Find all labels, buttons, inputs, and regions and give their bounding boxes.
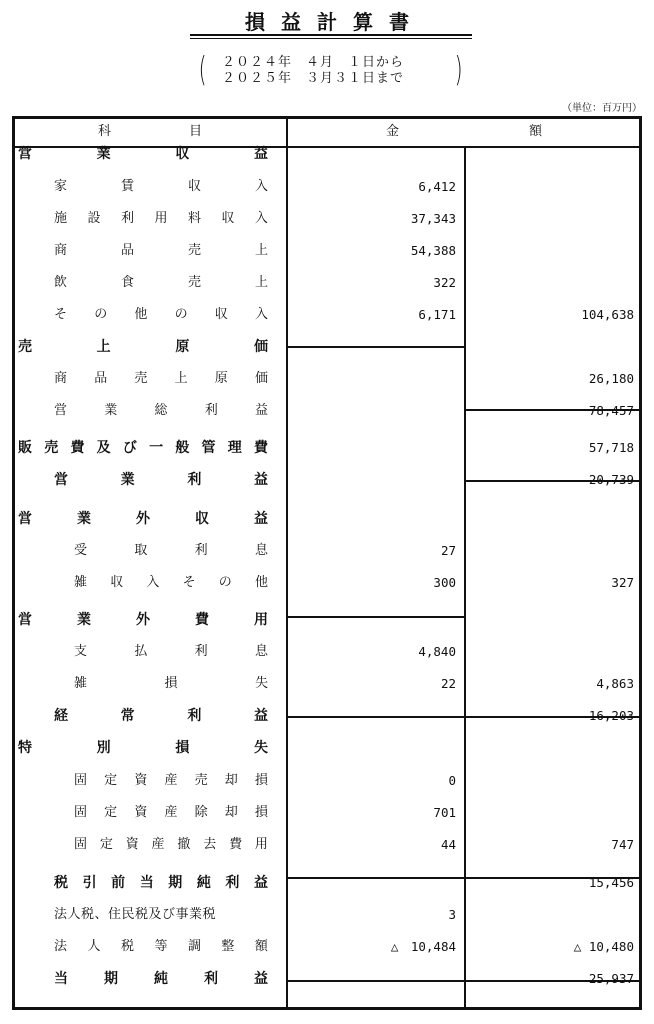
row-label [54, 299, 268, 331]
row-label-text: 販 売 費 及 び 一 般 管 理 費 [18, 440, 268, 456]
amount-total [466, 765, 634, 797]
amount-detail [288, 395, 456, 427]
row-label [18, 331, 268, 363]
amount-detail: 6,171 [418, 307, 456, 322]
page-title: 損益計算書 [245, 10, 425, 34]
row-label-text: 商 品 売 上 [54, 243, 268, 258]
row-label-text: 法 人 税 等 調 整 額 [54, 939, 268, 954]
row-label-text: 当 期 純 利 益 [54, 971, 268, 987]
amount-detail: 22 [440, 676, 456, 691]
row-label [18, 432, 268, 464]
amount-detail [288, 732, 456, 764]
row-label-text: 家 賃 収 入 [54, 179, 268, 194]
right-parenthesis: ) [454, 50, 463, 90]
amount-total: 327 [611, 575, 634, 590]
row-label [54, 464, 268, 496]
row-label [18, 732, 268, 764]
row-label-text: 営 業 外 収 益 [18, 511, 268, 527]
amount-total: 25,937 [588, 971, 634, 986]
amount-total: 4,863 [596, 676, 634, 691]
amount-total [466, 171, 634, 203]
row-label-text: 商 品 売 上 原 価 [54, 371, 268, 386]
amount-total [466, 331, 634, 363]
title-underline [190, 34, 472, 36]
table-bottom-rule [12, 1007, 642, 1009]
amount-detail: 27 [440, 543, 456, 558]
amount-total [466, 138, 634, 170]
row-label-text: 受 取 利 息 [74, 543, 268, 558]
row-label-text: 雑 収 入 そ の 他 [74, 575, 268, 590]
left-parenthesis: ( [198, 50, 207, 90]
amount-detail [288, 604, 456, 636]
row-label [54, 363, 268, 395]
amount-total: 16,203 [588, 708, 634, 723]
amount-detail: 54,388 [410, 243, 456, 258]
title-underline-thin [190, 38, 472, 39]
row-label [18, 138, 268, 170]
amount-total: 20,739 [588, 472, 634, 487]
row-label-text: 雑 損 失 [74, 676, 268, 691]
amount-detail [288, 138, 456, 170]
amount-detail: △ 10,484 [390, 939, 456, 954]
row-label [74, 765, 268, 797]
row-label [54, 171, 268, 203]
amount-detail [288, 503, 456, 535]
period-to: ２０２５年 ３月３１日まで [222, 71, 405, 86]
unit-label: （単位：百万円） [562, 103, 642, 114]
row-label-text: 固 定 資 産 撤 去 費 用 [74, 837, 268, 852]
row-label [74, 797, 268, 829]
amount-detail: 44 [440, 837, 456, 852]
amount-detail: 322 [433, 275, 456, 290]
amount-total: 78,457 [588, 403, 634, 418]
header-item: 科 目 [97, 124, 202, 139]
row-label-text: 営 業 利 益 [54, 472, 268, 488]
row-label-text: 営 業 外 費 用 [18, 612, 268, 628]
row-label-text: 税 引 前 当 期 純 利 益 [54, 875, 268, 891]
amount-detail: 701 [433, 805, 456, 820]
amount-total [466, 899, 634, 931]
amount-total: 57,718 [588, 440, 634, 455]
amount-total [466, 535, 634, 567]
row-label [74, 636, 268, 668]
amount-detail: 300 [433, 575, 456, 590]
row-label-text: 飲 食 売 上 [54, 275, 268, 290]
row-label-text: そ の 他 の 収 入 [54, 307, 268, 322]
amount-detail: 6,412 [418, 179, 456, 194]
amount-total: 26,180 [588, 371, 634, 386]
amount-detail: 0 [448, 773, 456, 788]
row-label [18, 503, 268, 535]
period-from: ２０２４年 ４月 １日から [222, 55, 405, 70]
amount-total [466, 636, 634, 668]
amount-detail [288, 464, 456, 496]
row-label [54, 267, 268, 299]
amount-detail [288, 867, 456, 899]
row-label-text: 売 上 原 価 [18, 339, 268, 355]
row-label [54, 203, 268, 235]
row-label-text: 営 業 収 益 [18, 146, 268, 162]
row-label [54, 700, 268, 732]
amount-total: △ 10,480 [573, 939, 634, 954]
amount-total [466, 732, 634, 764]
row-label [74, 535, 268, 567]
row-label [74, 567, 268, 599]
row-label-text: 経 常 利 益 [54, 708, 268, 724]
amount-detail [288, 363, 456, 395]
row-label [54, 867, 268, 899]
row-label [54, 931, 268, 963]
amount-total [466, 503, 634, 535]
amount-total [466, 235, 634, 267]
row-label [74, 668, 268, 700]
amount-total: 104,638 [581, 307, 634, 322]
row-label [54, 963, 268, 995]
amount-total [466, 267, 634, 299]
amount-detail: 4,840 [418, 644, 456, 659]
row-label [54, 899, 268, 931]
row-label [54, 235, 268, 267]
amount-total [466, 797, 634, 829]
amount-detail: 37,343 [410, 211, 456, 226]
amount-detail [288, 432, 456, 464]
row-label [18, 604, 268, 636]
amount-total [466, 203, 634, 235]
amount-detail: 3 [448, 907, 456, 922]
amount-detail [288, 700, 456, 732]
amount-total [466, 604, 634, 636]
row-label-text: 営 業 総 利 益 [54, 403, 268, 418]
row-label [74, 829, 268, 861]
row-label-text: 特 別 損 失 [18, 740, 268, 756]
row-label-text: 施 設 利 用 料 収 入 [54, 211, 268, 226]
amount-detail [288, 963, 456, 995]
row-label [54, 395, 268, 427]
row-label-text: 支 払 利 息 [74, 644, 268, 659]
row-label-text: 固 定 資 産 除 却 損 [74, 805, 268, 820]
row-label-text: 法人税、住民税及び事業税 [54, 907, 217, 922]
row-label-text: 固 定 資 産 売 却 損 [74, 773, 268, 788]
amount-detail [288, 331, 456, 363]
amount-total: 15,456 [588, 875, 634, 890]
amount-total: 747 [611, 837, 634, 852]
header-amount: 金 額 [385, 124, 542, 139]
